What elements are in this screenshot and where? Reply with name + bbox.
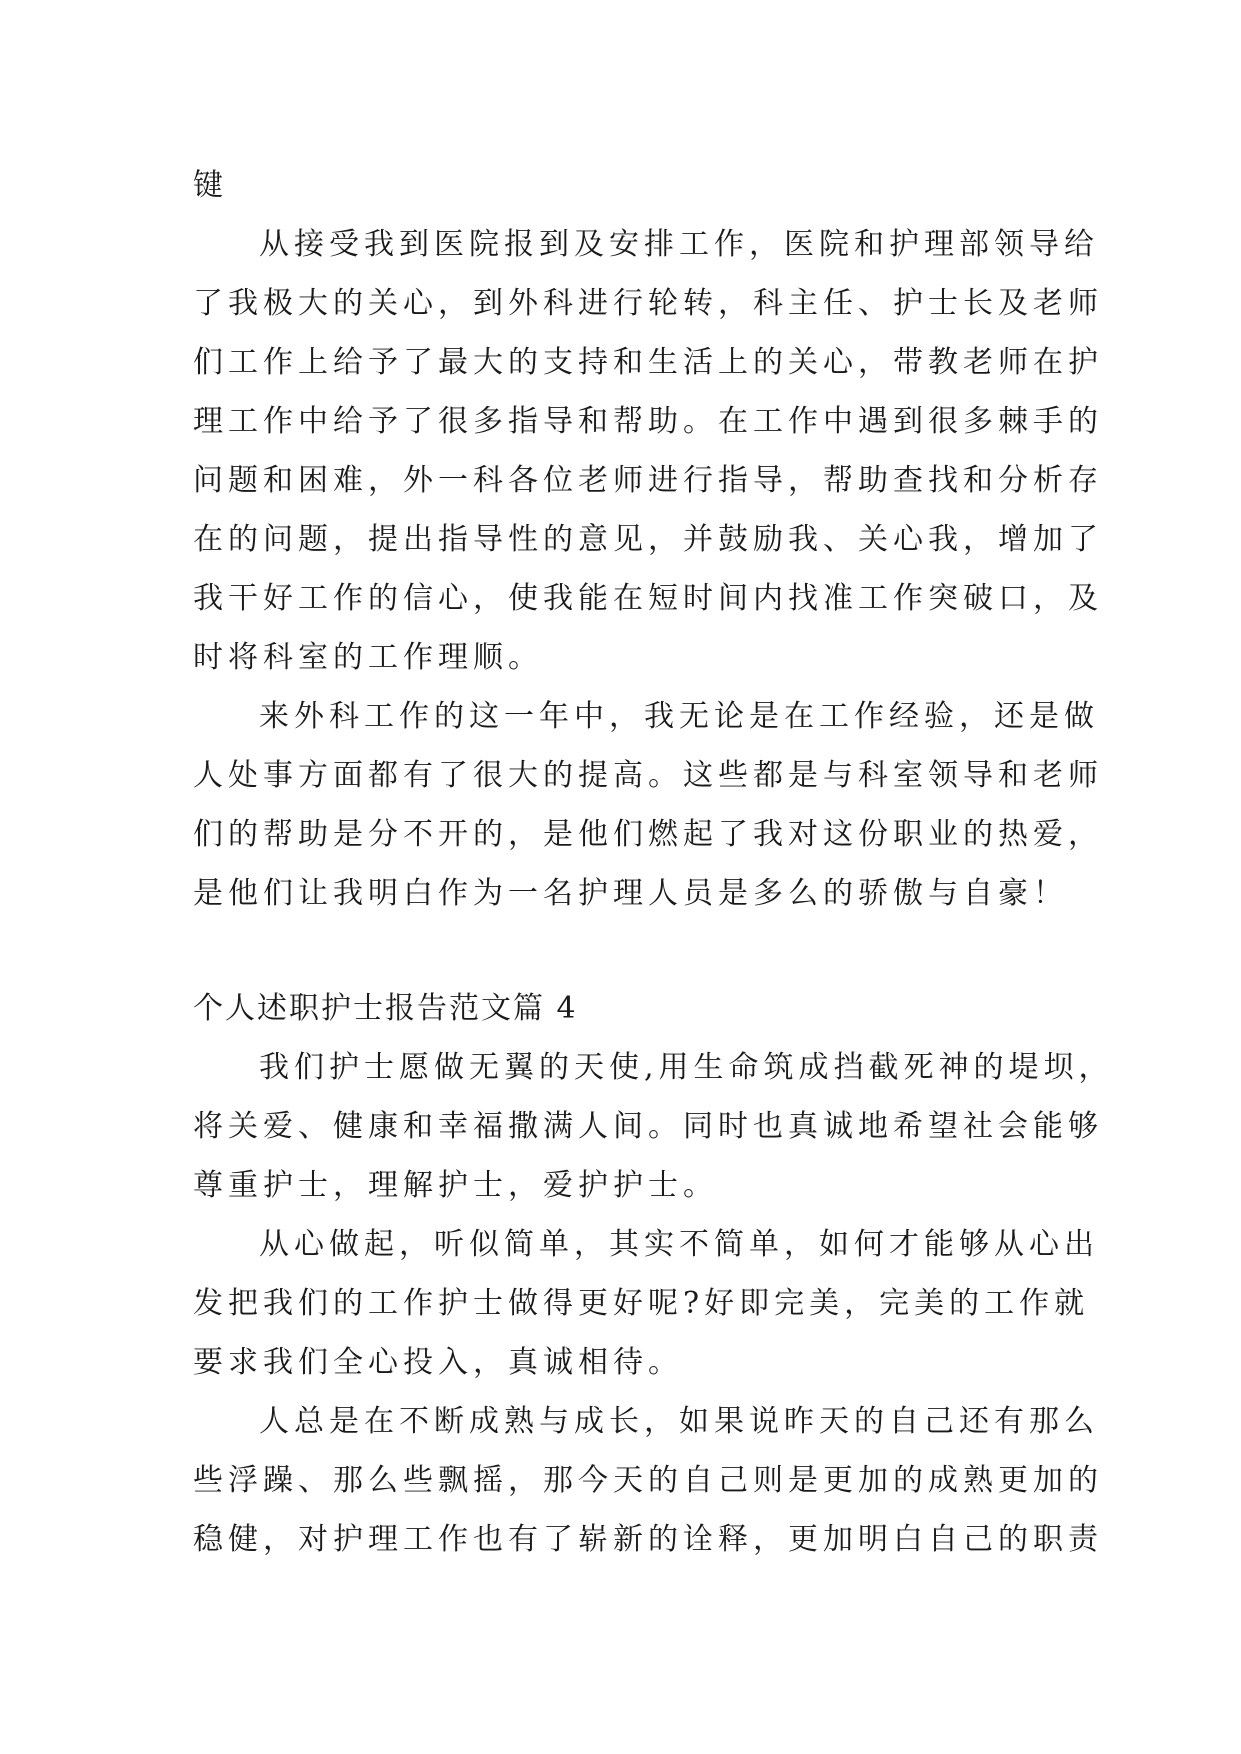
text-line: 将关爱、健康和幸福撒满人间。同时也真诚地希望社会能够 xyxy=(193,1109,1103,1144)
paragraph-start: 我们护士愿做无翼的天使,用生命筑成挡截死神的堤坝， xyxy=(259,1050,1114,1085)
text-line: 们的帮助是分不开的，是他们燃起了我对这份职业的热爱， xyxy=(193,817,1103,852)
section-heading: 个人述职护士报告范文篇 4 xyxy=(193,991,578,1026)
paragraph-start: 从接受我到医院报到及安排工作，医院和护理部领导给 xyxy=(259,227,1099,262)
paragraph-start: 来外科工作的这一年中，我无论是在工作经验，还是做 xyxy=(259,699,1099,734)
text-line: 们工作上给予了最大的支持和生活上的关心，带教老师在护 xyxy=(193,345,1103,380)
paragraph-start: 人总是在不断成熟与成长，如果说昨天的自己还有那么 xyxy=(259,1404,1099,1439)
text-line: 是他们让我明白作为一名护理人员是多么的骄傲与自豪！ xyxy=(193,876,1068,911)
text-line: 些浮躁、那么些飘摇，那今天的自己则是更加的成熟更加的 xyxy=(193,1463,1103,1498)
text-line: 理工作中给予了很多指导和帮助。在工作中遇到很多棘手的 xyxy=(193,404,1103,439)
paragraph-start: 从心做起，听似简单，其实不简单，如何才能够从心出 xyxy=(259,1227,1099,1262)
text-line: 尊重护士，理解护士，爱护护士。 xyxy=(193,1168,718,1203)
text-line: 人处事方面都有了很大的提高。这些都是与科室领导和老师 xyxy=(193,758,1103,793)
text-line: 要求我们全心投入，真诚相待。 xyxy=(193,1345,683,1380)
text-line: 键 xyxy=(193,168,228,203)
text-line: 在的问题，提出指导性的意见，并鼓励我、关心我，增加了 xyxy=(193,522,1103,557)
text-line: 时将科室的工作理顺。 xyxy=(193,640,543,675)
section-spacer xyxy=(193,923,1053,979)
text-line: 问题和困难，外一科各位老师进行指导，帮助查找和分析存 xyxy=(193,463,1103,498)
text-line: 了我极大的关心，到外科进行轮转，科主任、护士长及老师 xyxy=(193,286,1103,321)
text-line: 稳健，对护理工作也有了崭新的诠释，更加明白自己的职责 xyxy=(193,1522,1103,1557)
text-line: 发把我们的工作护士做得更好呢?好即完美，完美的工作就 xyxy=(193,1286,1090,1321)
text-line: 我干好工作的信心，使我能在短时间内找准工作突破口，及 xyxy=(193,581,1103,616)
document-body xyxy=(193,156,1114,1569)
